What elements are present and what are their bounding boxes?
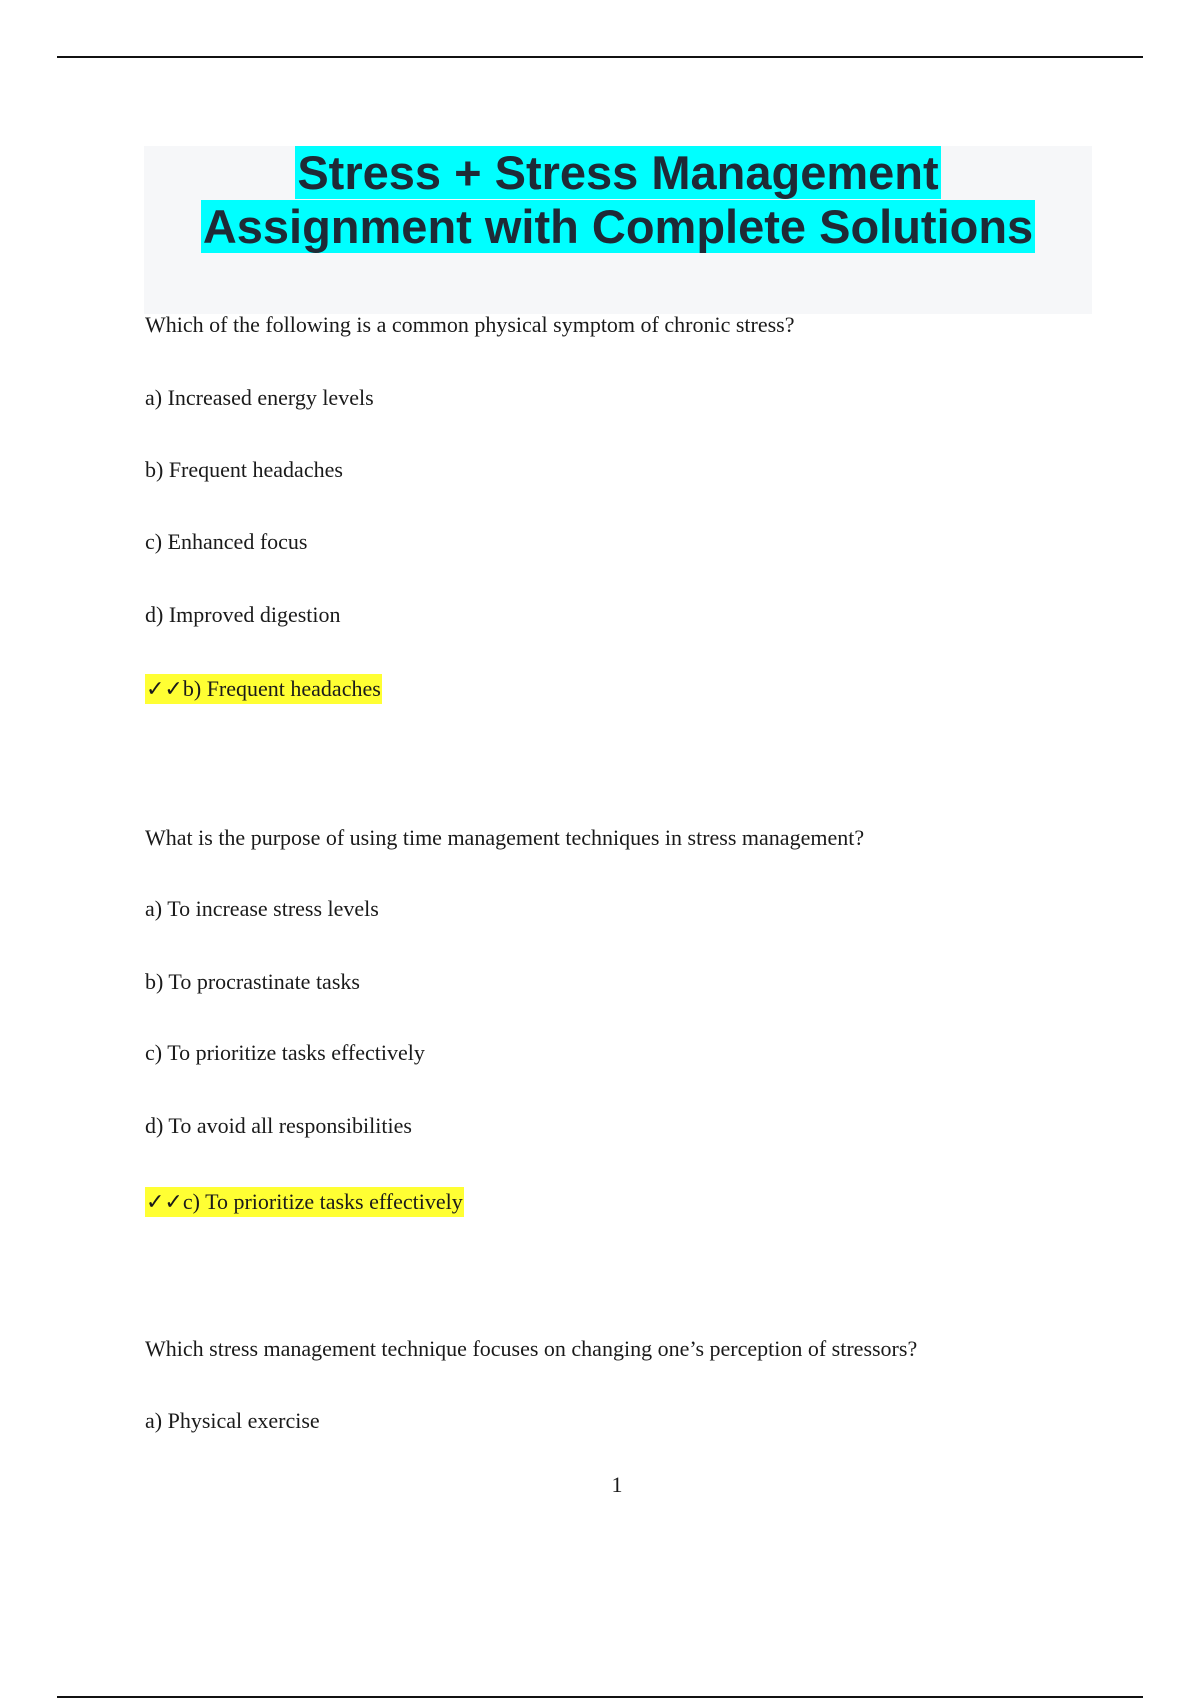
answer-text: b) Frequent headaches (182, 676, 381, 701)
title-banner (144, 146, 1092, 314)
answer-highlight (145, 1187, 464, 1217)
answer-text: c) To prioritize tasks effectively (182, 1189, 463, 1214)
question-3-option-a: a) Physical exercise (145, 1408, 320, 1433)
top-rule (57, 56, 1143, 58)
title-line-2 (144, 200, 1092, 254)
title-line-1 (144, 146, 1092, 200)
question-2-text: What is the purpose of using time management techniques in stress management? (145, 825, 865, 850)
question-1-option-a: a) Increased energy levels (145, 385, 374, 410)
question-2-option-b: b) To procrastinate tasks (145, 969, 360, 994)
question-2-option-c: c) To prioritize tasks effectively (145, 1040, 425, 1065)
title-text-2: Assignment with Complete Solutions (202, 200, 1034, 253)
question-2-answer (145, 1188, 464, 1217)
question-1-option-d: d) Improved digestion (145, 602, 341, 627)
bottom-rule (57, 1696, 1143, 1698)
title-text-1: Stress + Stress Management (297, 146, 939, 199)
check-icon: ✓✓ (146, 1190, 183, 1215)
answer-highlight (145, 674, 382, 704)
question-1-option-b: b) Frequent headaches (145, 457, 343, 482)
question-1-answer (145, 675, 382, 704)
page-number: 1 (611, 1472, 623, 1497)
check-icon: ✓✓ (146, 677, 183, 702)
question-1-text: Which of the following is a common physical symptom of chronic stress? (145, 312, 795, 337)
question-1-option-c: c) Enhanced focus (145, 529, 308, 554)
question-2-option-d: d) To avoid all responsibilities (145, 1113, 412, 1138)
question-2-option-a: a) To increase stress levels (145, 896, 379, 921)
question-3-text: Which stress management technique focuses on changing one’s perception of stressors? (145, 1336, 918, 1361)
